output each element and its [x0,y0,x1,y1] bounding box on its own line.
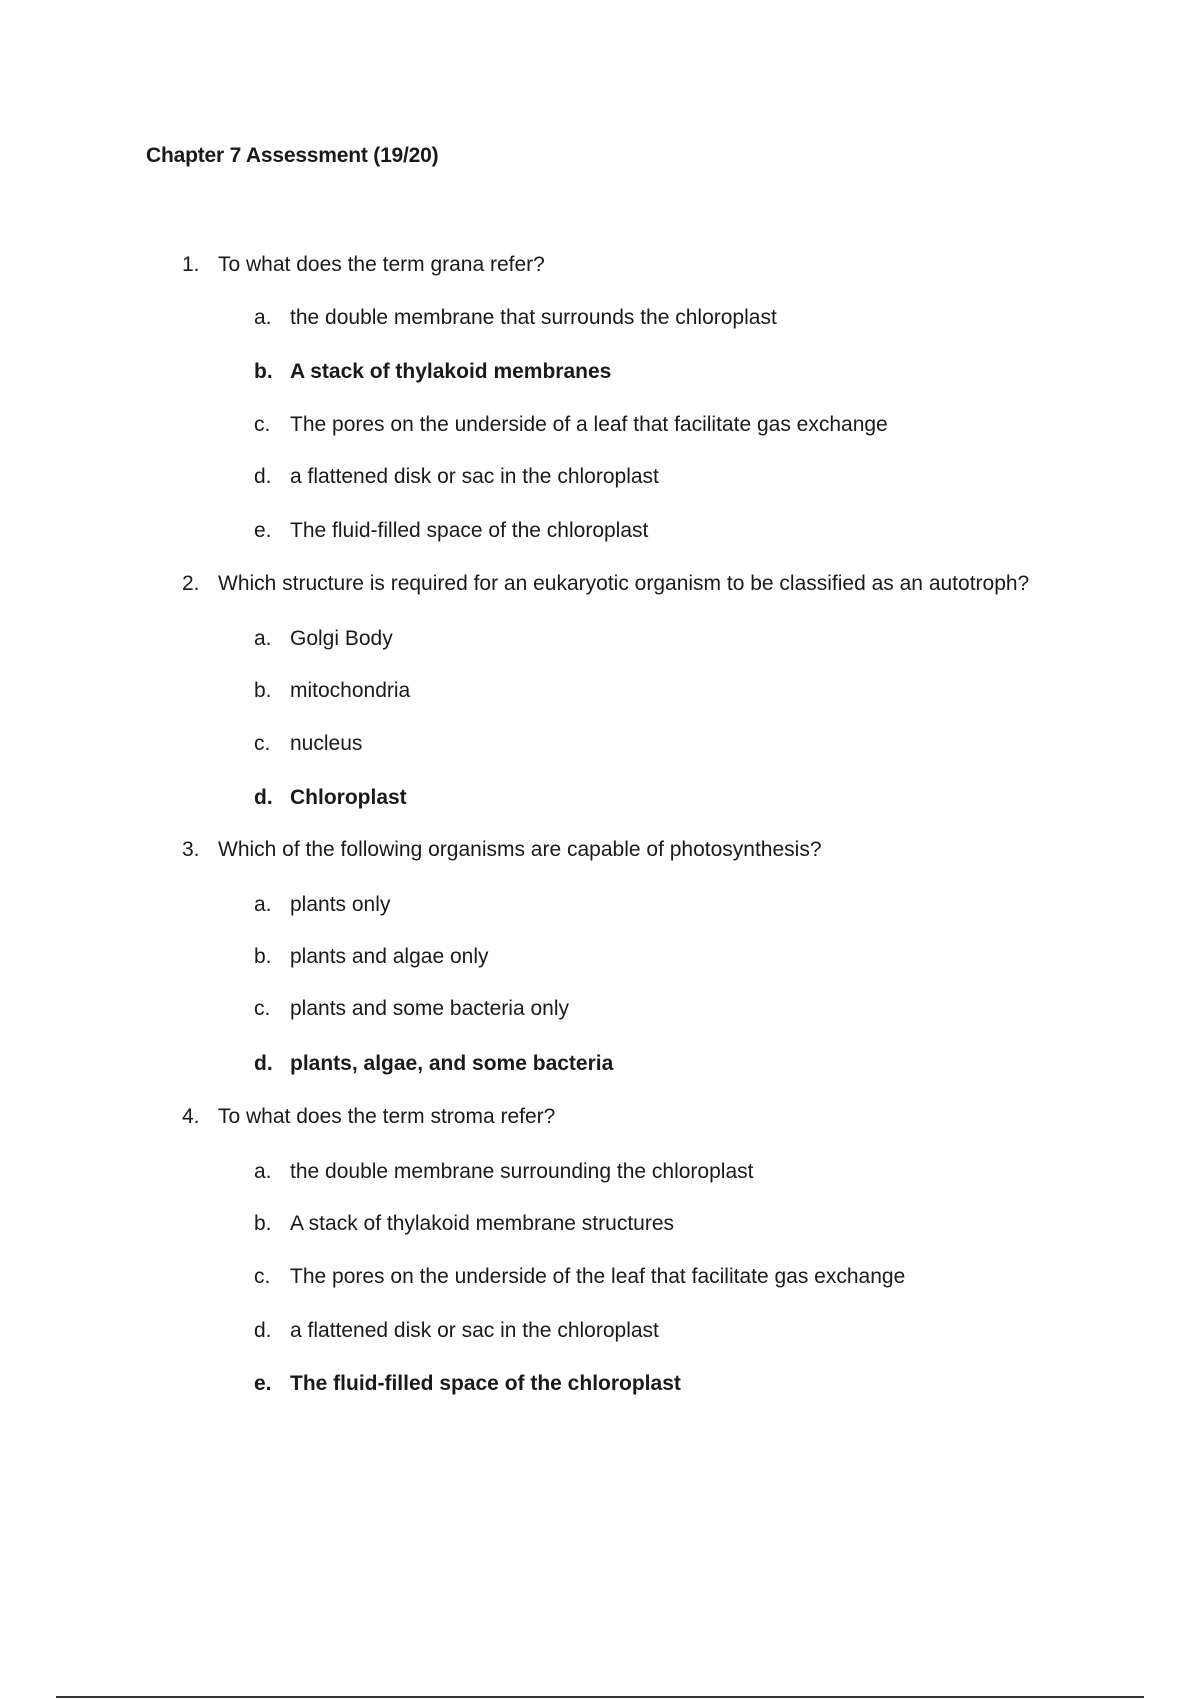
option-letter: d. [254,786,273,809]
answer-option [0,413,1200,443]
answer-option [0,519,1200,549]
option-letter: e. [254,1372,272,1395]
answer-option [0,1160,1200,1190]
question-number: 3. [182,838,200,861]
option-letter: b. [254,1212,272,1235]
question-line [0,253,1200,283]
option-text: plants and some bacteria only [290,997,569,1020]
answer-option [0,997,1200,1027]
question-line [0,838,1200,868]
answer-option [0,627,1200,657]
option-text: The fluid-filled space of the chloroplast [290,519,649,542]
option-text: The pores on the underside of a leaf that facilitate gas exchange [290,413,888,436]
option-letter: c. [254,1265,271,1288]
option-letter: c. [254,732,271,755]
answer-option [0,1265,1200,1295]
option-text: nucleus [290,732,363,755]
option-letter: a. [254,1160,272,1183]
footer-divider [56,1696,1144,1698]
answer-option [0,945,1200,975]
question-text: To what does the term grana refer? [218,253,545,276]
option-letter: d. [254,1052,273,1075]
answer-option [0,1319,1200,1349]
question-number: 2. [182,572,200,595]
option-text: The fluid-filled space of the chloroplast [290,1372,681,1395]
option-letter: a. [254,627,272,650]
option-text: plants and algae only [290,945,489,968]
option-text: Chloroplast [290,786,407,809]
question-text: Which structure is required for an eukaryotic organism to be classified as an autotroph? [218,572,1030,595]
option-text: Golgi Body [290,627,393,650]
option-letter: c. [254,413,271,436]
option-text: a flattened disk or sac in the chloroplast [290,1319,659,1342]
question-number: 4. [182,1105,200,1128]
option-text: A stack of thylakoid membrane structures [290,1212,674,1235]
option-text: mitochondria [290,679,411,702]
question-text: Which of the following organisms are capable of photosynthesis? [218,838,822,861]
option-letter: b. [254,360,273,383]
option-letter: d. [254,1319,272,1342]
answer-option-selected [0,786,1200,816]
question-line [0,1105,1200,1135]
page-title: Chapter 7 Assessment (19/20) [146,144,439,167]
answer-option [0,1212,1200,1242]
option-text: the double membrane surrounding the chloroplast [290,1160,754,1183]
option-text: A stack of thylakoid membranes [290,360,612,383]
question-line [0,572,1200,602]
option-letter: c. [254,997,271,1020]
option-letter: d. [254,465,272,488]
option-text: plants only [290,893,391,916]
answer-option-selected [0,1052,1200,1082]
answer-option-selected [0,1372,1200,1402]
option-letter: b. [254,945,272,968]
option-text: a flattened disk or sac in the chloroplast [290,465,659,488]
option-text: The pores on the underside of the leaf that facilitate gas exchange [290,1265,906,1288]
option-letter: a. [254,306,272,329]
option-letter: b. [254,679,272,702]
option-text: plants, algae, and some bacteria [290,1052,614,1075]
answer-option [0,893,1200,923]
option-text: the double membrane that surrounds the chloroplast [290,306,777,329]
answer-option [0,465,1200,495]
answer-option-selected [0,360,1200,390]
question-number: 1. [182,253,200,276]
answer-option [0,306,1200,336]
answer-option [0,679,1200,709]
question-text: To what does the term stroma refer? [218,1105,556,1128]
option-letter: e. [254,519,272,542]
answer-option [0,732,1200,762]
option-letter: a. [254,893,272,916]
